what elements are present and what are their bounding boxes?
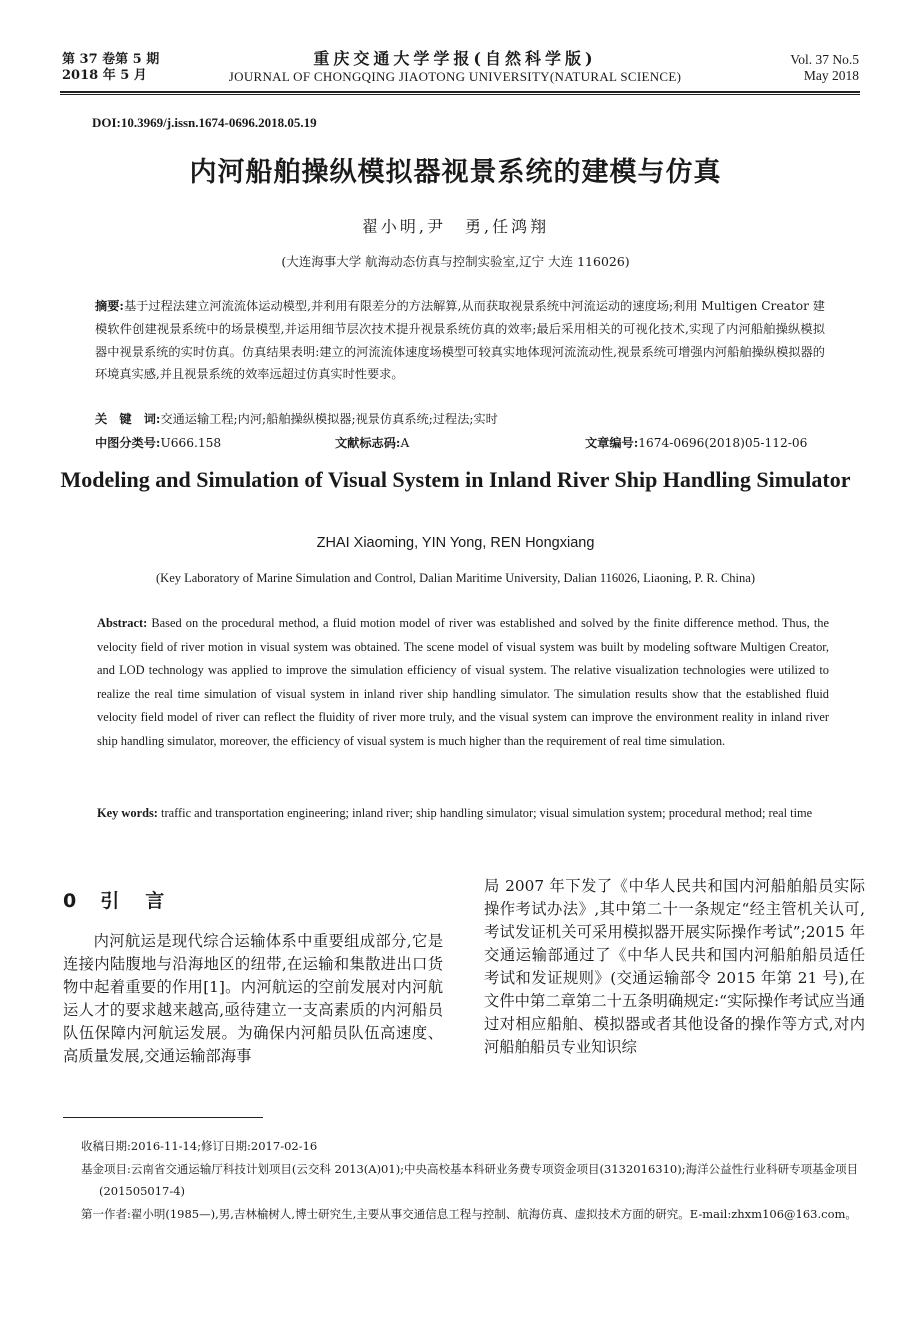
authors-en: ZHAI Xiaoming, YIN Yong, REN Hongxiang [316, 535, 595, 551]
article-value: 1674-0696(2018)05-112-06 [638, 436, 808, 450]
journal-name [220, 49, 690, 85]
abstract-en-label: Abstract: [97, 616, 148, 630]
section-heading [63, 886, 166, 913]
affiliation-en: (Key Laboratory of Marine Simulation and Control, Dalian Maritime University, Dalian 116026, Liaoning, P. R. China) [156, 571, 755, 585]
authors-cn: 翟小明,尹 勇,任鸿翔 [361, 217, 550, 236]
abstract-en [97, 612, 829, 753]
keywords-en [97, 802, 829, 826]
clc-label: 中图分类号: [95, 436, 161, 450]
journal-name-cn: 重庆交通大学学报(自然科学版) [313, 49, 597, 68]
section-number: 0 [63, 890, 79, 912]
doc-label: 文献标志码: [335, 436, 401, 450]
abstract-en-text: Based on the procedural method, a fluid motion model of river was established and solved by the finite difference method. Thus, the velocity field of river motion in visual system was obtained. The scene model of visual system was built by modeling software Multigen Creator, and LOD technology was applied to improve the simulation efficiency of visual system. The relative visualization technologies were utilized to realize the real time simulation of visual system in inland river ship handling simulator. The simulation results show that the established fluid velocity field model of river can reflect the fluidity of river more truly, and the visual system can improve the environment reality in inland river ship handling simulator, moreover, the efficiency of visual system is much higher than the requirement of real time simulation. [97, 616, 829, 748]
abstract-cn-text: 基于过程法建立河流流体运动模型,并利用有限差分的方法解算,从而获取视景系统中河流运动的速度场;利用 Multigen Creator 建模软件创建视景系统中的场景模型,并运用细节层次技术提升视景系统仿真的效率;最后采用相关的可视化技术,实现了内河船舶操纵模拟器中视景系统的实时仿真。仿真结果表明:建立的河流流体速度场模型可较真实地体现河流流动性,视景系统可增强内河船舶操纵模拟器的环境真实感,并且视景系统的效率远超过仿真实时性要求。 [95, 299, 825, 382]
article-number [585, 434, 807, 451]
section-title-part1: 引 [100, 890, 122, 912]
clc-value: U666.158 [160, 436, 222, 450]
keywords-cn-text: 交通运输工程;内河;船舶操纵模拟器;视景仿真系统;过程法;实时 [160, 412, 498, 426]
volume-info-en [790, 52, 859, 84]
footnote-received: 收稿日期:2016-11-14;修订日期:2017-02-16 [81, 1139, 318, 1153]
footnote-funding: 基金项目:云南省交通运输厅科技计划项目(云交科 2013(A)01);中央高校基本科研业务费专项资金项目(3132016310);海洋公益性行业科研专项基金项目(201505017-4) [81, 1162, 859, 1198]
footnote-rule [63, 1117, 263, 1118]
keywords-cn [95, 410, 825, 427]
keywords-en-label: Key words: [97, 806, 158, 820]
keywords-cn-label: 关 键 词: [95, 412, 161, 426]
footnote-author: 第一作者:翟小明(1985—),男,吉林榆树人,博士研究生,主要从事交通信息工程与控制、航海仿真、虚拟技术方面的研究。E-mail:zhxm106@163.com。 [81, 1207, 857, 1221]
keywords-en-text: traffic and transportation engineering; inland river; ship handling simulator; visual simulation system; procedural method; real time [161, 806, 813, 820]
doc-value: A [400, 436, 410, 450]
title-cn: 内河船舶操纵模拟器视景系统的建模与仿真 [189, 157, 722, 188]
volume-date-en: May 2018 [803, 68, 859, 83]
abstract-cn [95, 295, 825, 386]
issue-info [62, 52, 159, 84]
body-right-column: 局 2007 年下发了《中华人民共和国内河船舶船员实际操作考试办法》,其中第二十一条规定“经主管机关认可,考试发证机关可采用模拟器开展实际操作考试”;2015 年交通运输部通过了《中华人民共和国内河船舶船员适任考试和发证规则》(交通运输部令 2015 年第 21 号),在文件中第二章第二十五条明确规定:“实际操作考试应当通过对相应船舶、模拟器或者其他设备的操作等方式,对内河船舶船员专业知识综 [484, 877, 865, 1056]
affiliation-cn: (大连海事大学 航海动态仿真与控制实验室,辽宁 大连 116026) [281, 254, 630, 269]
body-left-column: 内河航运是现代综合运输体系中重要组成部分,它是连接内陆腹地与沿海地区的纽带,在运输和集散进出口货物中起着重要的作用[1]。内河航运的空前发展对内河航运人才的要求越来越高,亟待建立一支高素质的内河船员队伍保障内河航运发展。为确保内河船员队伍高速度、高质量发展,交通运输部海事 [63, 932, 443, 1065]
volume-number-en: Vol. 37 No.5 [790, 52, 859, 67]
clc-number [95, 434, 221, 451]
journal-name-en: JOURNAL OF CHONGQING JIAOTONG UNIVERSITY(NATURAL SCIENCE) [228, 69, 682, 84]
doi: DOI:10.3969/j.issn.1674-0696.2018.05.19 [92, 115, 317, 130]
section-title-part2: 言 [145, 890, 167, 912]
title-en: Modeling and Simulation of Visual System in Inland River Ship Handling Simulator [60, 467, 851, 492]
issue-date: 2018 年 5 月 [62, 68, 147, 83]
header-rule-thin [60, 94, 860, 95]
issue-volume: 第 37 卷第 5 期 [62, 52, 160, 67]
header-rule [60, 91, 860, 93]
article-label: 文章编号: [585, 436, 639, 450]
document-code [335, 434, 409, 451]
abstract-cn-label: 摘要: [95, 299, 124, 313]
